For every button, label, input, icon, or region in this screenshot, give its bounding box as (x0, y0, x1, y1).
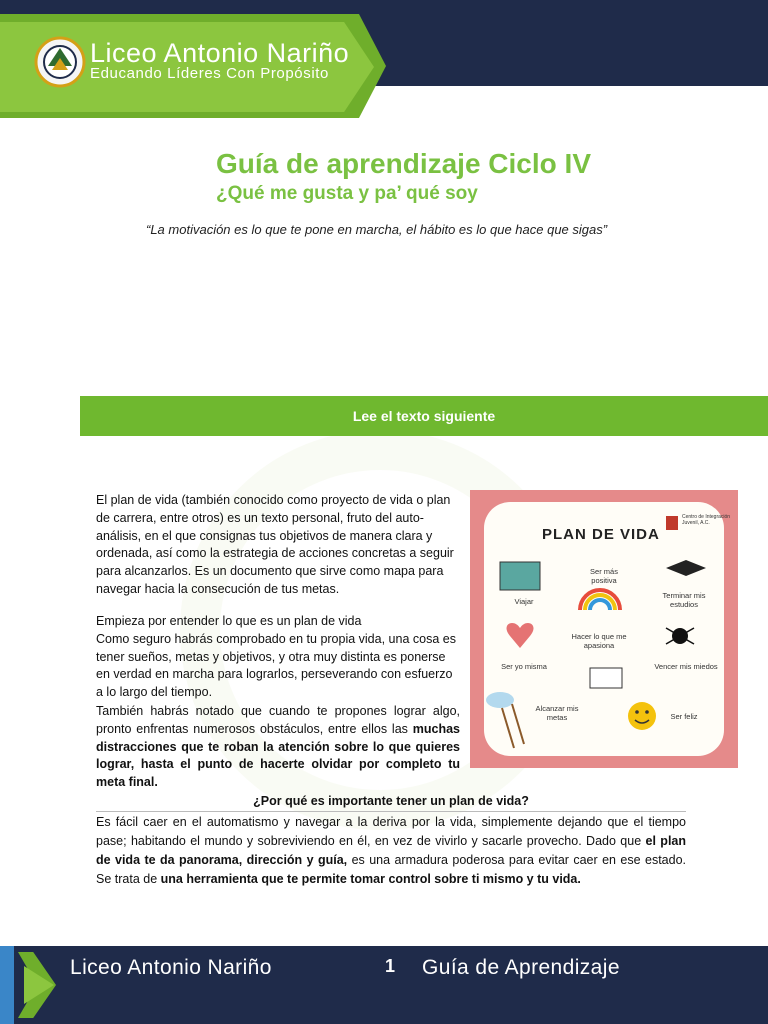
label-miedos: Vencer mis miedos (654, 662, 718, 671)
label-yo-misma: Ser yo misma (501, 662, 547, 671)
label-viajar: Viajar (514, 597, 534, 606)
paragraph-start-body: Como seguro habrás comprobado en tu propia vida, una cosa es tener sueños, metas y objetivos, y otra muy distinta es ponerse en verdad en marcha para lograrlos, perseverando con esfuerzo a lo largo del tiempo. (96, 631, 456, 700)
motivation-quote: “La motivación es lo que te pone en marcha, el hábito es lo que hace que sigas” (146, 222, 608, 237)
cloud-icon (486, 692, 514, 708)
page-title: Guía de aprendizaje Ciclo IV (216, 148, 591, 179)
question-text-2: es una armadura poderosa para evitar caer en ese estado. Se trata de (96, 853, 686, 886)
infographic-icons (470, 490, 738, 768)
footer-school-name: Liceo Antonio Nariño (70, 956, 272, 979)
infographic-title: PLAN DE VIDA (542, 526, 660, 543)
footer-guide-label: Guía de Aprendizaje (422, 956, 620, 979)
footer-blue-stripe (0, 946, 14, 1024)
paragraph-start (96, 613, 460, 702)
label-estudios: Terminar mis estudios (662, 591, 706, 609)
page-number: 1 (385, 956, 396, 976)
obstacles-bold-text: muchas distracciones que te roban la atención sobre lo que quieres lograr, hasta el punto de hacerte olvidar por completo tu meta final. (96, 721, 460, 790)
question-text-1: Es fácil caer en el automatismo y navegar a la deriva por la vida, simplemente dejando que el tiempo pase; habitando el mundo y sobreviviendo en él, en vez de vivirlo y sacarle provecho. Dado que (96, 815, 686, 848)
school-motto: Educando Líderes Con Propósito (90, 65, 329, 82)
question-paragraph (96, 813, 686, 889)
label-apasiona: Hacer lo que me apasiona (571, 632, 627, 650)
label-feliz: Ser feliz (670, 712, 698, 721)
question-heading: ¿Por qué es importante tener un plan de vida? (253, 794, 529, 808)
heart-icon (507, 623, 534, 648)
smiley-icon (628, 702, 656, 730)
paragraph-plan-definition: El plan de vida (también conocido como proyecto de vida o plan de carrera, entre otros) es un texto personal, fruto del auto-análisis, en el que consignas tus objetivos de manera clara y ordenada, así como la estrategia de acciones concretas a seguir para alcanzarlos. Es un documento que sirve como mapa para navegar hacia la consecución de tus metas. (96, 493, 454, 596)
question-bold-1: el plan de vida te da panorama, dirección y guía, (96, 834, 687, 867)
map-icon (500, 562, 540, 590)
section-heading-bar: Lee el texto siguiente (80, 396, 768, 436)
label-metas: Alcanzar mis metas (535, 704, 579, 722)
paint-palette-icon (590, 668, 622, 688)
school-logo-icon (34, 36, 86, 88)
divider (96, 811, 686, 812)
question-bold-2: una herramienta que te permite tomar control sobre ti mismo y tu vida. (160, 872, 581, 886)
graduation-cap-icon (666, 560, 706, 576)
obstacles-text: También habrás notado que cuando te propones lograr algo, pronto enfrentas numerosos obstáculos, entre ellos las (96, 704, 460, 736)
school-name: Liceo Antonio Nariño (90, 38, 350, 68)
seal-text: Centro de Integración Juvenil, A.C. (682, 514, 731, 526)
paragraph-obstacles (96, 703, 460, 792)
label-positiva: Ser más positiva (590, 567, 618, 585)
paragraph-start-line: Empieza por entender lo que es un plan de vida (96, 614, 362, 628)
page-subtitle: ¿Qué me gusta y pa’ qué soy (216, 183, 478, 204)
